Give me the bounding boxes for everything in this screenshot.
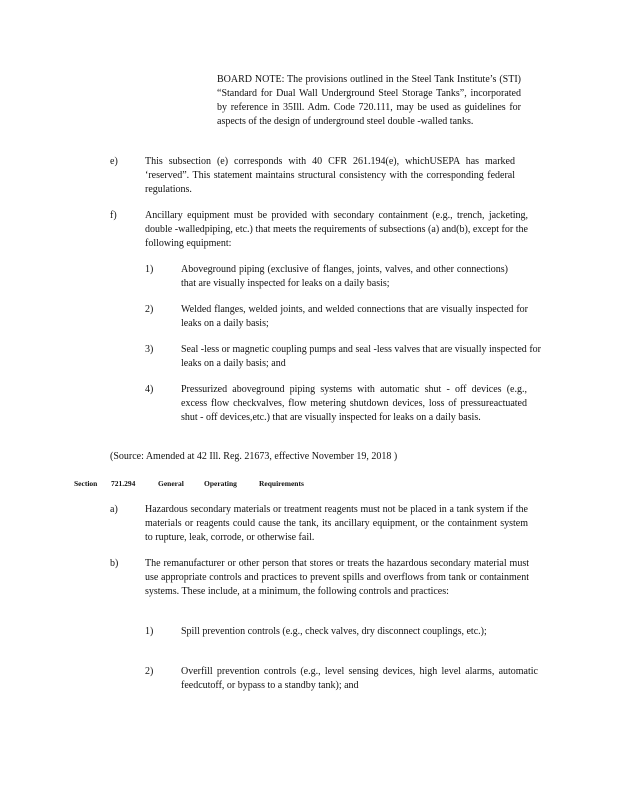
f-item-4-label: 4) bbox=[145, 384, 154, 395]
f-item-4-text: Pressurized aboveground piping systems with automatic shut - off devices (e.g., excess flow checkvalves, flow metering shutdown devices, loss of pressureactuated shut - off devices,etc.) that are visually inspected for leaks on a daily basis. bbox=[181, 384, 527, 423]
section-title-2: Operating bbox=[204, 479, 237, 488]
para-a-text: Hazardous secondary materials or treatment reagents must not be placed in a tank system if the materials or reagents could cause the tank, its ancillary equipment, or the containment system to rupture, leak, corrode, or otherwise fail. bbox=[145, 504, 528, 543]
para-e-label: e) bbox=[110, 156, 118, 167]
para-f-label: f) bbox=[110, 210, 117, 221]
para-b-text: The remanufacturer or other person that stores or treats the hazardous secondary material must use appropriate controls and practices to prevent spills and overflows from tank or containment systems. These include, at a minimum, the following controls and practices: bbox=[145, 558, 529, 597]
f-item-2-text: Welded flanges, welded joints, and welded connections that are visually inspected for leaks on a daily basis; bbox=[181, 304, 528, 329]
f-item-3-label: 3) bbox=[145, 344, 154, 355]
para-a-label: a) bbox=[110, 504, 118, 515]
b-item-1-text: Spill prevention controls (e.g., check valves, dry disconnect couplings, etc.); bbox=[181, 626, 487, 637]
f-item-2-label: 2) bbox=[145, 304, 154, 315]
f-item-1-text: Aboveground piping (exclusive of flanges, joints, valves, and other connections) that are visually inspected for leaks on a daily basis; bbox=[181, 264, 508, 289]
b-item-1-label: 1) bbox=[145, 626, 154, 637]
para-f-text: Ancillary equipment must be provided with secondary containment (e.g., trench, jacketing, double -walledpiping, etc.) that meets the requirements of subsections (a) and(b), except for the following equipment: bbox=[145, 210, 528, 249]
section-word: Section bbox=[74, 479, 98, 488]
b-item-2-label: 2) bbox=[145, 666, 154, 677]
board-note: BOARD NOTE: The provisions outlined in the Steel Tank Institute’s (STI) “Standard for Dual Wall Underground Steel Storage Tanks”, incorporated by reference in 35Ill. Adm. Code 720.111, may be used as guidelines for aspects of the design of underground steel double -walled tanks. bbox=[217, 74, 521, 127]
section-title-1: General bbox=[158, 479, 184, 488]
source-note: (Source: Amended at 42 Ill. Reg. 21673, effective November 19, 2018 ) bbox=[110, 451, 398, 462]
para-e-text: This subsection (e) corresponds with 40 CFR 261.194(e), whichUSEPA has marked ‘reserved”. This statement maintains structural consistency with the corresponding federal regulations. bbox=[145, 156, 515, 195]
para-b-label: b) bbox=[110, 558, 119, 569]
b-item-2-text: Overfill prevention controls (e.g., level sensing devices, high level alarms, automatic feedcutoff, or bypass to a standby tank); and bbox=[181, 666, 538, 691]
f-item-3-text: Seal -less or magnetic coupling pumps and seal -less valves that are visually inspected for leaks on a daily basis; and bbox=[181, 344, 541, 369]
section-title-3: Requirements bbox=[259, 479, 304, 488]
f-item-1-label: 1) bbox=[145, 264, 154, 275]
section-number: 721.294 bbox=[111, 479, 136, 488]
